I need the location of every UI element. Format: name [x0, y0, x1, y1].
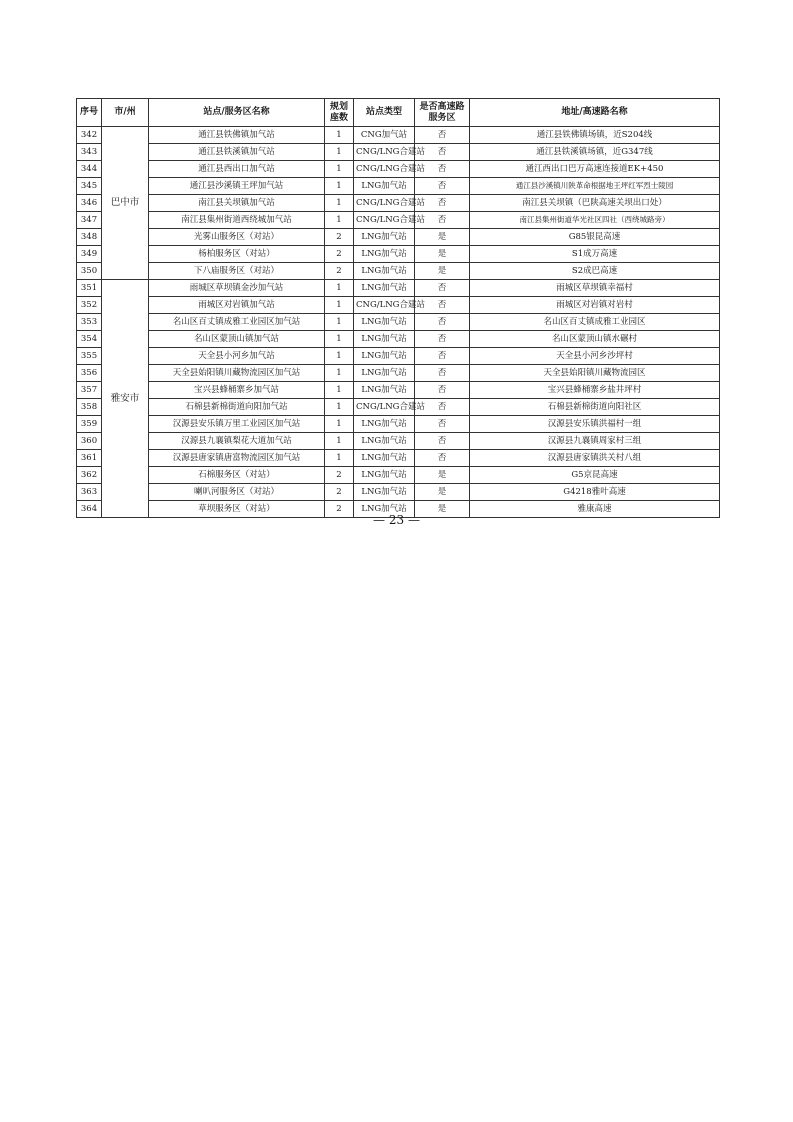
table-row [77, 484, 720, 501]
city-cell: 雅安市 [102, 280, 149, 518]
seats-cell: 1 [325, 348, 354, 365]
seats-cell: 1 [325, 212, 354, 229]
table-row [77, 348, 720, 365]
address-cell: 汉源县九襄镇周家村三组 [470, 433, 720, 450]
name-cell: 名山区蒙顶山镇加气站 [149, 331, 325, 348]
type-cell: LNG加气站 [354, 314, 415, 331]
header-type: 站点类型 [354, 99, 415, 127]
table-header-row [77, 99, 720, 127]
address-cell: 雨城区草坝镇幸福村 [470, 280, 720, 297]
header-seats: 规划座数 [325, 99, 354, 127]
table-row [77, 382, 720, 399]
type-cell: CNG/LNG合建站 [354, 144, 415, 161]
seats-cell: 1 [325, 144, 354, 161]
address-cell: 宝兴县蜂桶寨乡盐井坪村 [470, 382, 720, 399]
seq-cell: 344 [77, 161, 102, 178]
seq-cell: 355 [77, 348, 102, 365]
name-cell: 草坝服务区（对站） [149, 501, 325, 518]
seats-cell: 1 [325, 450, 354, 467]
highway-cell: 否 [415, 314, 470, 331]
seats-cell: 1 [325, 416, 354, 433]
address-cell: 雨城区对岩镇对岩村 [470, 297, 720, 314]
address-cell: 南江县关坝镇（巴陕高速关坝出口处） [470, 195, 720, 212]
header-city: 市/州 [102, 99, 149, 127]
name-cell: 天全县小河乡加气站 [149, 348, 325, 365]
address-cell: G4218雅叶高速 [470, 484, 720, 501]
seats-cell: 2 [325, 501, 354, 518]
type-cell: LNG加气站 [354, 331, 415, 348]
address-cell: 天全县始阳镇川藏物流园区 [470, 365, 720, 382]
table-body [77, 127, 720, 518]
address-cell: 汉源县唐家镇洪关村八组 [470, 450, 720, 467]
seats-cell: 2 [325, 246, 354, 263]
name-cell: 汉源县九襄镇梨花大道加气站 [149, 433, 325, 450]
highway-cell: 否 [415, 212, 470, 229]
table-row [77, 178, 720, 195]
type-cell: LNG加气站 [354, 467, 415, 484]
seats-cell: 1 [325, 178, 354, 195]
name-cell: 通江县铁佛镇加气站 [149, 127, 325, 144]
table-row [77, 365, 720, 382]
type-cell: LNG加气站 [354, 280, 415, 297]
name-cell: 杨柏服务区（对站） [149, 246, 325, 263]
type-cell: CNG/LNG合建站 [354, 212, 415, 229]
name-cell: 汉源县唐家镇唐富物流园区加气站 [149, 450, 325, 467]
highway-cell: 是 [415, 467, 470, 484]
name-cell: 雨城区草坝镇金沙加气站 [149, 280, 325, 297]
table-row [77, 416, 720, 433]
name-cell: 下八庙服务区（对站） [149, 263, 325, 280]
highway-cell: 否 [415, 416, 470, 433]
table-row [77, 433, 720, 450]
table-row [77, 297, 720, 314]
city-cell: 巴中市 [102, 127, 149, 280]
highway-cell: 否 [415, 450, 470, 467]
highway-cell: 是 [415, 484, 470, 501]
seats-cell: 1 [325, 195, 354, 212]
seq-cell: 345 [77, 178, 102, 195]
type-cell: LNG加气站 [354, 501, 415, 518]
address-cell: 通江县铁溪镇场镇，近G347线 [470, 144, 720, 161]
highway-cell: 否 [415, 280, 470, 297]
table-row [77, 144, 720, 161]
seq-cell: 358 [77, 399, 102, 416]
type-cell: CNG/LNG合建站 [354, 161, 415, 178]
type-cell: LNG加气站 [354, 178, 415, 195]
table-row [77, 399, 720, 416]
seats-cell: 2 [325, 484, 354, 501]
page-number: — 23 — [373, 513, 420, 527]
seq-cell: 363 [77, 484, 102, 501]
header-address: 地址/高速路名称 [470, 99, 720, 127]
address-cell: 雅康高速 [470, 501, 720, 518]
highway-cell: 否 [415, 348, 470, 365]
table-row [77, 263, 720, 280]
seq-cell: 354 [77, 331, 102, 348]
type-cell: LNG加气站 [354, 484, 415, 501]
header-name: 站点/服务区名称 [149, 99, 325, 127]
name-cell: 通江县铁溪镇加气站 [149, 144, 325, 161]
seq-cell: 361 [77, 450, 102, 467]
highway-cell: 是 [415, 246, 470, 263]
address-cell: G5京昆高速 [470, 467, 720, 484]
address-cell: 名山区蒙顶山镇水碾村 [470, 331, 720, 348]
seq-cell: 349 [77, 246, 102, 263]
name-cell: 汉源县安乐镇万里工业园区加气站 [149, 416, 325, 433]
address-cell: 通江县铁佛镇场镇，近S204线 [470, 127, 720, 144]
type-cell: LNG加气站 [354, 246, 415, 263]
seats-cell: 1 [325, 297, 354, 314]
seats-cell: 1 [325, 331, 354, 348]
highway-cell: 否 [415, 178, 470, 195]
type-cell: CNG/LNG合建站 [354, 195, 415, 212]
type-cell: CNG/LNG合建站 [354, 297, 415, 314]
seq-cell: 351 [77, 280, 102, 297]
seq-cell: 357 [77, 382, 102, 399]
header-highway: 是否高速路服务区 [415, 99, 470, 127]
table-row [77, 195, 720, 212]
name-cell: 南江县关坝镇加气站 [149, 195, 325, 212]
table-row [77, 127, 720, 144]
highway-cell: 是 [415, 229, 470, 246]
type-cell: LNG加气站 [354, 450, 415, 467]
seats-cell: 1 [325, 382, 354, 399]
seq-cell: 350 [77, 263, 102, 280]
address-cell: 通江县沙溪镇川陕革命根据地王坪红军烈士陵园 [470, 178, 720, 195]
address-cell: 南江县集州街道华光社区四社（西绕城路旁） [470, 212, 720, 229]
seats-cell: 1 [325, 314, 354, 331]
highway-cell: 否 [415, 161, 470, 178]
type-cell: LNG加气站 [354, 433, 415, 450]
table-row [77, 161, 720, 178]
type-cell: LNG加气站 [354, 365, 415, 382]
seats-cell: 1 [325, 399, 354, 416]
station-table [76, 98, 720, 518]
highway-cell: 否 [415, 195, 470, 212]
type-cell: LNG加气站 [354, 348, 415, 365]
seats-cell: 1 [325, 433, 354, 450]
seats-cell: 1 [325, 365, 354, 382]
type-cell: CNG加气站 [354, 127, 415, 144]
seq-cell: 348 [77, 229, 102, 246]
name-cell: 石棉服务区（对站） [149, 467, 325, 484]
name-cell: 南江县集州街道西绕城加气站 [149, 212, 325, 229]
type-cell: LNG加气站 [354, 416, 415, 433]
seats-cell: 2 [325, 263, 354, 280]
seq-cell: 347 [77, 212, 102, 229]
highway-cell: 否 [415, 399, 470, 416]
table-row [77, 450, 720, 467]
seq-cell: 362 [77, 467, 102, 484]
name-cell: 通江县沙溪镇王坪加气站 [149, 178, 325, 195]
seats-cell: 1 [325, 127, 354, 144]
seq-cell: 359 [77, 416, 102, 433]
type-cell: LNG加气站 [354, 263, 415, 280]
name-cell: 名山区百丈镇成雅工业园区加气站 [149, 314, 325, 331]
name-cell: 喇叭河服务区（对站） [149, 484, 325, 501]
highway-cell: 否 [415, 297, 470, 314]
highway-cell: 否 [415, 365, 470, 382]
name-cell: 通江县西出口加气站 [149, 161, 325, 178]
seq-cell: 346 [77, 195, 102, 212]
name-cell: 宝兴县蜂桶寨乡加气站 [149, 382, 325, 399]
address-cell: S1成万高速 [470, 246, 720, 263]
table-row [77, 467, 720, 484]
seq-cell: 343 [77, 144, 102, 161]
header-seq: 序号 [77, 99, 102, 127]
table-row [77, 331, 720, 348]
highway-cell: 否 [415, 382, 470, 399]
address-cell: 天全县小河乡沙坪村 [470, 348, 720, 365]
address-cell: 名山区百丈镇成雅工业园区 [470, 314, 720, 331]
address-cell: 石棉县新棉街道向阳社区 [470, 399, 720, 416]
seats-cell: 1 [325, 280, 354, 297]
highway-cell: 否 [415, 433, 470, 450]
seq-cell: 353 [77, 314, 102, 331]
seats-cell: 2 [325, 229, 354, 246]
address-cell: G85银昆高速 [470, 229, 720, 246]
seats-cell: 1 [325, 161, 354, 178]
table-row [77, 212, 720, 229]
type-cell: CNG/LNG合建站 [354, 399, 415, 416]
highway-cell: 否 [415, 127, 470, 144]
seq-cell: 360 [77, 433, 102, 450]
table-row [77, 280, 720, 297]
highway-cell: 否 [415, 144, 470, 161]
table-row [77, 229, 720, 246]
seq-cell: 352 [77, 297, 102, 314]
seq-cell: 356 [77, 365, 102, 382]
address-cell: 汉源县安乐镇洪福村一组 [470, 416, 720, 433]
highway-cell: 否 [415, 331, 470, 348]
highway-cell: 是 [415, 501, 470, 518]
type-cell: LNG加气站 [354, 229, 415, 246]
address-cell: 通江西出口巴万高速连接道EK+450 [470, 161, 720, 178]
name-cell: 石棉县新棉街道向阳加气站 [149, 399, 325, 416]
name-cell: 光雾山服务区（对站） [149, 229, 325, 246]
table-row [77, 314, 720, 331]
name-cell: 天全县始阳镇川藏物流园区加气站 [149, 365, 325, 382]
seq-cell: 342 [77, 127, 102, 144]
seq-cell: 364 [77, 501, 102, 518]
table-row [77, 246, 720, 263]
name-cell: 雨城区对岩镇加气站 [149, 297, 325, 314]
type-cell: LNG加气站 [354, 382, 415, 399]
highway-cell: 是 [415, 263, 470, 280]
address-cell: S2成巴高速 [470, 263, 720, 280]
seats-cell: 2 [325, 467, 354, 484]
